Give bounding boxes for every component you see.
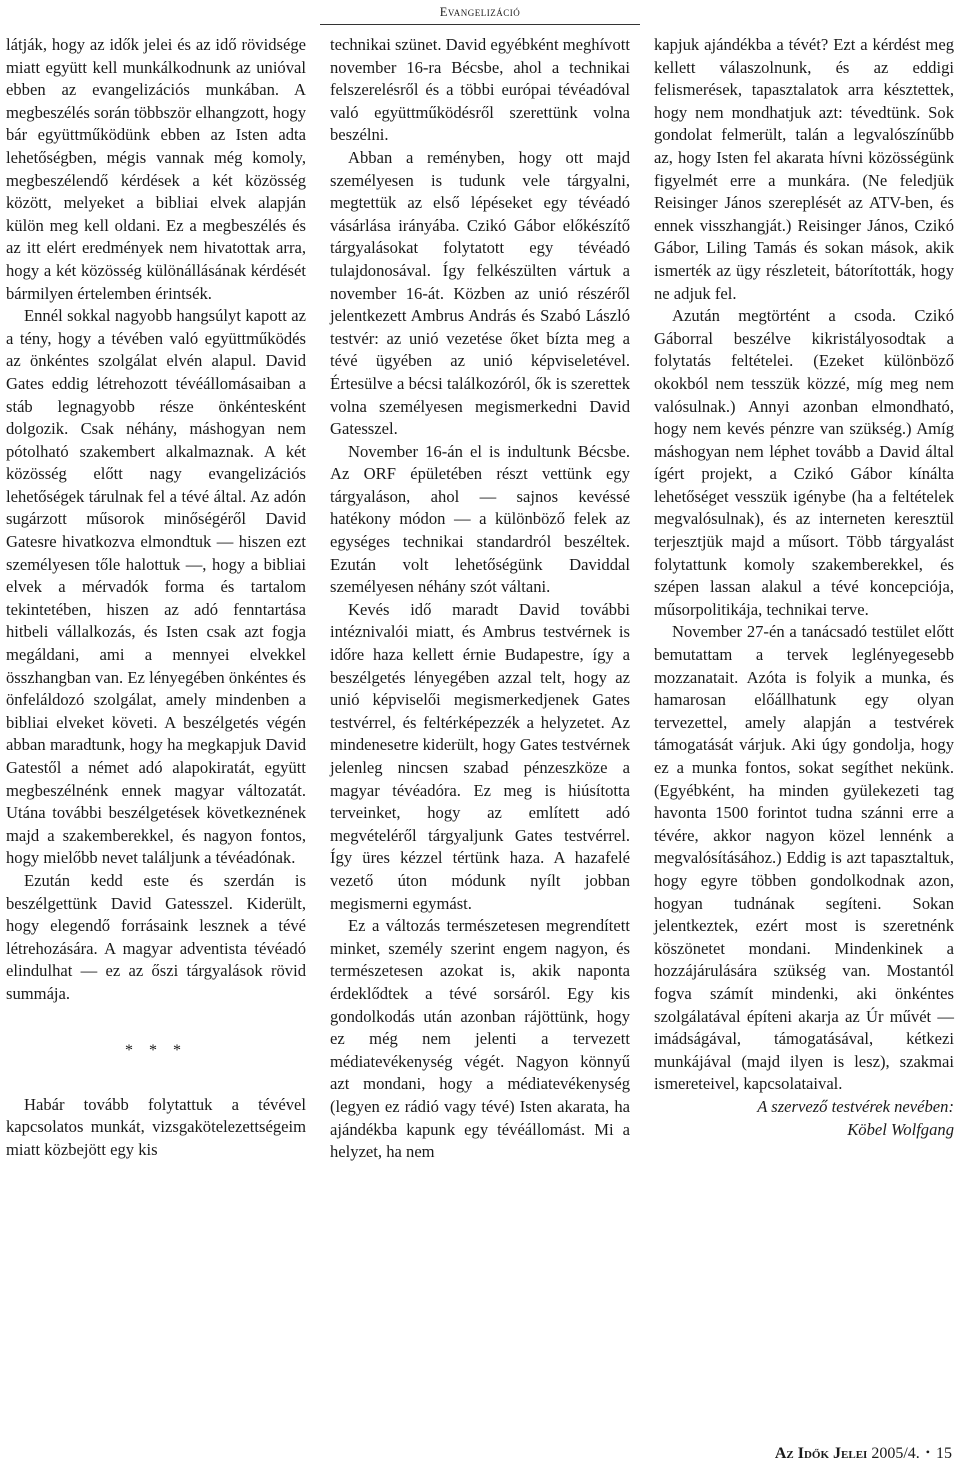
paragraph: Kevés idő maradt David további intéznivalói miatt, és Ambrus testvérnek is időre haza kellett érnie Budapestre, így a beszélgetés lényegében azzal telt, hogy az unió képviselői megismerkedjenek Gates testvérrel, és feltérképezzék a helyzetet. Az mindenesetre kiderült, hogy Gates testvérnek jelenleg nincsen szabad pénzeszköze a magyar tévéadóra. Ez meg is hiúsította terveinket, hogy az említett adó megvételéről tárgyaljunk Gates testvérrel. Így üres kézzel tértünk haza. A hazafelé vezető úton módunk nyílt jobban megismerni egymást. (330, 599, 630, 913)
magazine-title: Az Idők Jelei (774, 1445, 868, 1462)
paragraph: látják, hogy az idők jelei és az idő rövidsége miatt együtt kell munkálkodnunk az unióval ebben az evangelizációs munkában. A megbeszélés során többször elhangzott, hogy bár együttműködünk ebben az Isten adta lehetőségben, mégis vannak még komoly, megbeszélendő kérdések a két közösség között, melyeket a bibliai elvek alapján külön meg kell oldani. Ez a megbeszélés és az itt elért eredmények nem hivatottak arra, hogy a két közösség különállásának kérdését bármilyen értelemben érintsék. (6, 35, 306, 303)
signature-line: A szervező testvérek nevében: (757, 1096, 954, 1116)
paragraph: Ezután kedd este és szerdán is beszélgettünk David Gatesszel. Kiderült, hogy elegendő forrásaink lesznek a tévé létrehozására. A magyar adventista tévéadó elindulhat — ez az őszi tárgyalások rövid summája. (6, 870, 306, 1003)
page-footer (775, 1441, 952, 1463)
paragraph: November 16-án el is indultunk Bécsbe. Az ORF épületében részt vettünk egy tárgyaláson, ahol — sajnos kevéssé hatékony módon — a különböző felek az egységes technikai standardról beszéltek. Ezután volt lehetőségünk Daviddal személyesen néhány szót váltani. (330, 441, 630, 597)
section-header: Evangelizáció (439, 5, 521, 19)
paragraph: Abban a reményben, hogy ott majd személyesen is tudunk vele tárgyalni, megtettük az első lépéseket egy tévéadó vásárlása irányába. Czikó Gábor előkészítő tárgyalásokat folytatott egy tévéadó tulajdonosával. Így felkészülten vártuk a november 16-át. Közben az unió részéről jelentkezett Ambrus András és Szabó László testvér: az unió vezetése őket bízta meg a tévé ügyében az unió képviseletével. Értesülve a bécsi találkozóról, ők is szerettek volna személyesen megismerkedni David Gatesszel. (330, 147, 630, 439)
header-rule (320, 24, 640, 25)
issue-number: 2005/4. (871, 1445, 920, 1462)
paragraph: November 27-én a tanácsadó testület előtt bemutattam a tervek leglényegesebb mozzanatait. Azóta is folyik a munka, és hamarosan előállhatunk egy olyan tervezettel, amely alapján a testvérek támogatását várjuk. Aki úgy gondolja, hogy ez a munka fontos, sokat segíthet nekünk. (Egyébként, ha minden gyülekezeti tag havonta 1500 forintot tudna szánni erre a tévére, akkor nagyon közel lennénk a megvalósításához.) Eddig is azt tapasztaltuk, hogy egyre többen gondolkodnak azon, hogyan tudnának segíteni. Sokan jelentkeztek, ezért most is szeretnénk köszönetet mondani. Mindenkinek a hozzájárulására szükség van. Mostantól fogva számít mindenki, aki önkéntes szolgálatával építeni akarja az Úr művét — imádságával, támogatásával, kétkezi munkájával (majd ilyen is lesz), szakmai ismereteivel, kapcsolataival. (654, 622, 954, 1094)
paragraph: Azután megtörtént a csoda. Czikó Gáborral beszélve kikristályosodtak a folytatás feltételei. (Ezeket különböző okokból nem tesszük közzé, míg meg nem valósulnak.) Annyi azonban elmondható, hogy nem kevés pénzre van szükség.) Amíg máshogyan nem léphet tovább a David által ígért projekt, a Czikó Gábor kínálta lehetőséget vesszük igénybe (ha a feltételek megvalósulnak), és az interneten keresztül terjesztjük majd a műsort. Több tárgyalást folytattunk komoly szakemberekkel, és szépen lassan alakul a tévé koncepciója, műsorpolitikája, technikai terve. (654, 306, 954, 619)
paragraph: Habár tovább folytattuk a tévével kapcsolatos munkát, vizsgakötelezettségeim miatt közbejött egy kis (6, 1094, 306, 1159)
column-3 (654, 34, 954, 1141)
signature-name: Köbel Wolfgang (847, 1119, 954, 1139)
paragraph: kapjuk ajándékba a tévét? Ezt a kérdést meg kellett válaszolnunk, és az eddigi felismerések, tapasztalatok arra késztettek, hogy nem mondhatjuk azt: tévedtünk. Sok gondolat felmerült, talán a legvalószínűbb az, hogy Isten fel akarata hívni közösségünk figyelmét erre a munkára. (Ne feledjük Reisinger János szereplését az ATV-ben, és ennek visszhangját.) Reisinger János, Czikó Gábor, Liling Tamás és sokan mások, akik ismerték az ügy részleteit, bátorították, hogy ne adjuk fel. (654, 35, 954, 303)
signature (654, 1096, 954, 1141)
paragraph: Ennél sokkal nagyobb hangsúlyt kapott az a tény, hogy a tévében való együttműködés az önkéntes szolgálat elvén alapul. David Gates eddig létrehozott tévéállomásaiban a stáb legnagyobb része önkéntesként dolgozik. Csak néhány, máshogyan nem pótolható szakembert alkalmaznak. A két közösség előtt nagy evangelizációs lehetőségek tárulnak fel a tévé által. Az adón sugárzott műsorok minőségéről David Gatesre hivatkozva elmondtuk — hiszen ezt személyesen tőle halottuk —, hogy a bibliai elvek a mérvadók forma és tartalom tekintetében, hiszen az adó fenntartása hitbeli vállalkozás, és Isten csak azt fogja megáldani, ami a mennyei elvekkel összhangban van. Ez lényegében önkéntes és önfeláldozó szolgálat, amely mindenben a bibliai elveket követi. A beszélgetés végén abban maradtunk, hogy ha megkapjuk David Gatestől a német adó alapokiratát, együtt megbeszélnénk ennek magyar változatát. Utána további beszélgetések következnének majd a szakemberekkel, és nagyon fontos, hogy mielőbb nevet találjunk a tévéadónak. (6, 306, 306, 868)
paragraph: technikai szünet. David egyébként meghívott november 16-ra Bécsbe, ahol a technikai felszerelésről és a többi európai tévéadóval való együttműködésről szerettünk volna beszélni. (330, 35, 630, 145)
paragraph: Ez a változás természetesen megrendített minket, személy szerint engem nagyon, és természetesen azokat is, akik naponta érdeklődtek a tévé sorsáról. Egy kis gondolkodás után azonban rájöttünk, hogy ez még nem jelenti a tervezett médiatevékenység végét. Nagyon könnyű azt mondani, hogy a médiatevékenység (legyen ez rádió vagy tévé) Isten akarata, ha ajándékba kapunk egy tévéállomást. Mi a helyzet, ha nem (330, 916, 630, 1162)
section-divider: * * * (125, 1041, 187, 1059)
column-2 (330, 34, 630, 1164)
bullet-icon: • (925, 1445, 930, 1459)
column-1 (6, 34, 306, 1161)
page-number: 15 (936, 1445, 952, 1462)
